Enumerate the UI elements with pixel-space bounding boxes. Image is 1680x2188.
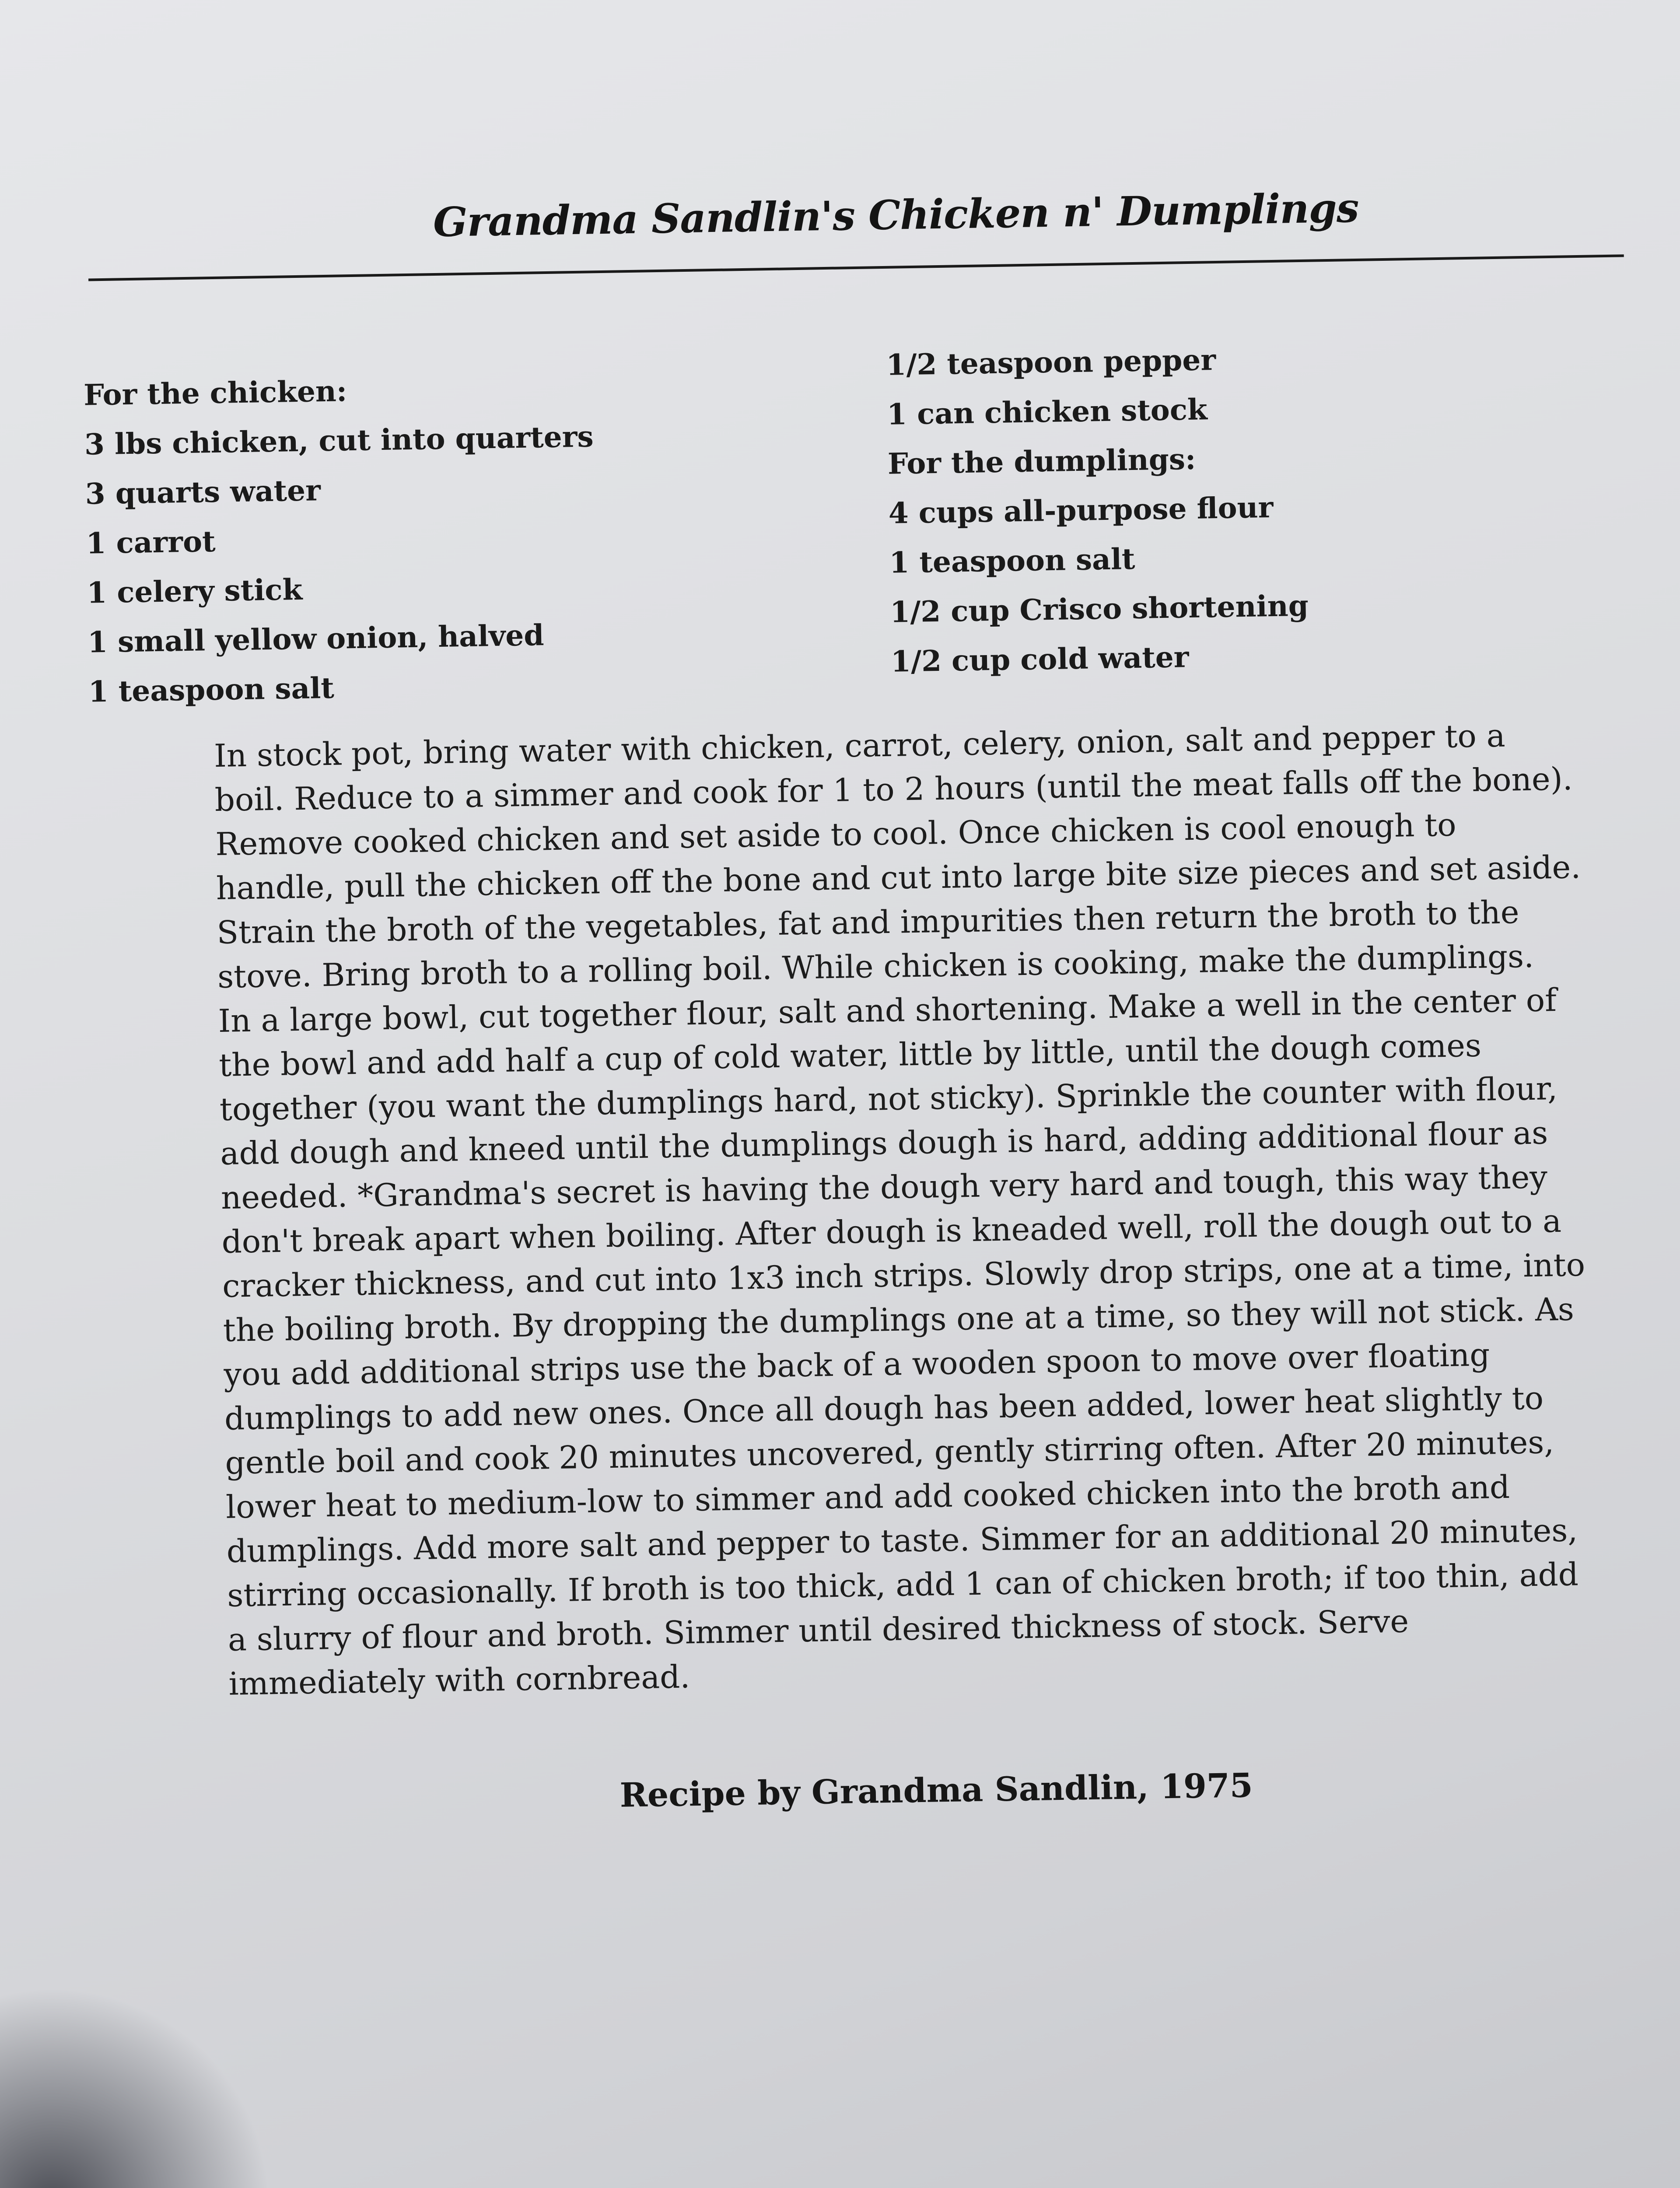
instruction-line: a slurry of flour and broth. Simmer until desired thickness of stock. Serve	[228, 1602, 1409, 1658]
recipe-title: Grandma Sandlin's Chicken n' Dumplings	[433, 184, 1359, 246]
ingredients-left-column	[83, 362, 598, 716]
ingredient-item: 1 teaspoon salt	[889, 541, 1135, 580]
ingredient-item: 1/2 cup Crisco shortening	[889, 588, 1309, 629]
instruction-line: lower heat to medium-low to simmer and add cooked chicken into the broth and	[225, 1468, 1510, 1525]
title-underline	[88, 254, 1624, 281]
ingredient-item: 4 cups all-purpose flour	[888, 490, 1274, 530]
instruction-line: immediately with cornbread.	[228, 1658, 690, 1702]
ingredient-item: 1/2 cup cold water	[890, 640, 1190, 679]
instruction-line: stove. Bring broth to a rolling boil. While chicken is cooking, make the dumplings.	[217, 937, 1534, 996]
ingredient-item: 1 teaspoon salt	[88, 670, 335, 709]
ingredient-item: 3 quarts water	[85, 473, 321, 511]
instruction-line: dumplings to add new ones. Once all dough has been added, lower heat slightly to	[224, 1379, 1544, 1437]
instruction-line: the bowl and add half a cup of cold water, little by little, until the dough comes	[218, 1027, 1482, 1083]
instruction-line: boil. Reduce to a simmer and cook for 1 to 2 hours (until the meat falls off the bone).	[214, 760, 1573, 819]
instruction-line: you add additional strips use the back of a wooden spoon to move over floating	[223, 1336, 1491, 1393]
ingredients-right-column	[886, 334, 1310, 687]
ingredient-item: For the chicken:	[83, 374, 347, 412]
ingredient-item: 1 carrot	[85, 524, 216, 561]
instruction-line: handle, pull the chicken off the bone and cut into large bite size pieces and set aside.	[216, 849, 1581, 907]
ingredient-item: 3 lbs chicken, cut into quarters	[84, 419, 594, 462]
instructions-paragraph	[214, 712, 1607, 1706]
instruction-line: gentle boil and cook 20 minutes uncovered, gently stirring often. After 20 minutes,	[224, 1424, 1554, 1481]
instruction-line: dumplings. Add more salt and pepper to taste. Simmer for an additional 20 minutes,	[226, 1511, 1578, 1570]
instruction-line: cracker thickness, and cut into 1x3 inch strips. Slowly drop strips, one at a time, into	[222, 1246, 1586, 1304]
instruction-line: the boiling broth. By dropping the dumplings one at a time, so they will not stick. As	[223, 1290, 1575, 1349]
ingredient-item: 1 can chicken stock	[886, 392, 1208, 431]
ingredient-item: 1 celery stick	[86, 572, 303, 610]
ingredient-item: 1/2 teaspoon pepper	[886, 343, 1216, 382]
instruction-line: needed. *Grandma's secret is having the dough very hard and tough, this way they	[220, 1158, 1548, 1216]
ingredient-item: For the dumplings:	[887, 442, 1196, 481]
recipe-credit: Recipe by Grandma Sandlin, 1975	[619, 1766, 1253, 1815]
instruction-line: together (you want the dumplings hard, not sticky). Sprinkle the counter with flour,	[219, 1069, 1558, 1128]
instruction-line: In stock pot, bring water with chicken, carrot, celery, onion, salt and pepper to a	[214, 717, 1506, 775]
instruction-line: Strain the broth of the vegetables, fat and impurities then return the broth to the	[216, 894, 1520, 951]
instruction-line: stirring occasionally. If broth is too thick, add 1 can of chicken broth; if too thin, add	[227, 1556, 1579, 1614]
instruction-line: don't break apart when boiling. After dough is kneaded well, roll the dough out to a	[221, 1202, 1562, 1260]
instruction-line: In a large bowl, cut together flour, salt and shortening. Make a well in the center of	[218, 981, 1557, 1039]
instruction-line: Remove cooked chicken and set aside to cool. Once chicken is cool enough to	[215, 806, 1457, 863]
instruction-line: add dough and kneed until the dumplings dough is hard, adding additional flour as	[220, 1114, 1548, 1172]
ingredient-item: 1 small yellow onion, halved	[87, 618, 545, 659]
